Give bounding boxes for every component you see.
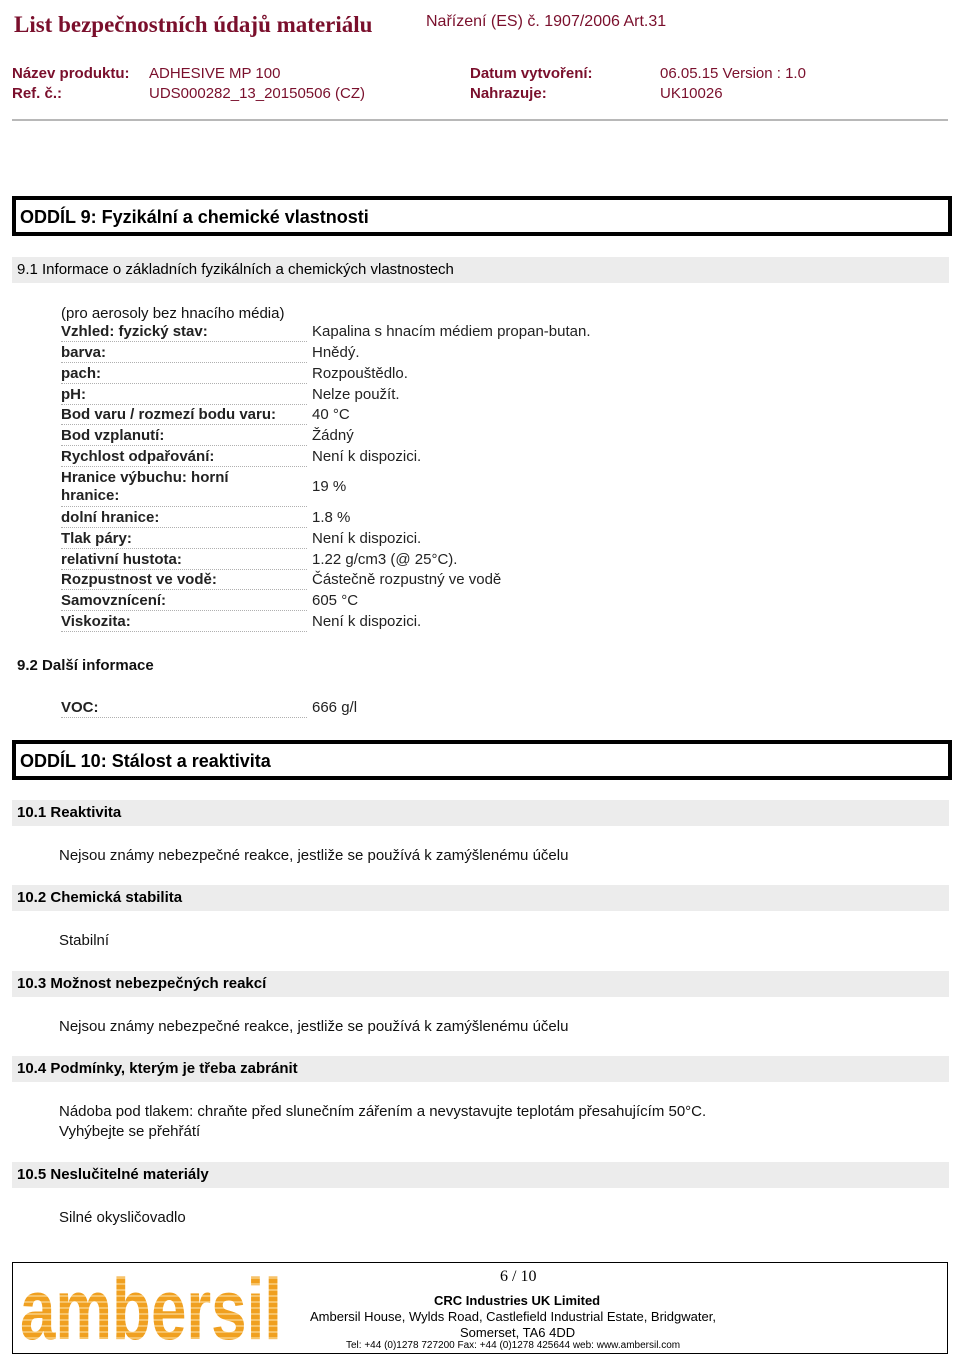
replaces-label: Nahrazuje: (470, 85, 547, 102)
subsection-10-1-title: 10.1 Reaktivita (17, 804, 122, 821)
subsection-10-3-bar (12, 971, 949, 997)
subsection-10-2-title: 10.2 Chemická stabilita (17, 889, 183, 906)
property-label: Bod varu / rozmezí bodu varu: (61, 406, 307, 425)
property-label: barva: (61, 344, 307, 363)
voc-label: VOC: (61, 699, 307, 718)
stability-text: Stabilní (59, 932, 110, 949)
property-label: pH: (61, 386, 307, 405)
subsection-9-1-title: 9.1 Informace o základních fyzikálních a chemických vlastnostech (17, 261, 454, 278)
property-value: Kapalina s hnacím médiem propan-butan. (312, 323, 591, 340)
property-value: Hnědý. (312, 344, 360, 361)
subsection-9-1-bar (12, 257, 949, 283)
company-address-line2: Somerset, TA6 4DD (460, 1325, 576, 1340)
property-value: 1.8 % (312, 509, 351, 526)
subsection-9-2-title: 9.2 Další informace (17, 657, 154, 674)
subsection-10-4-title: 10.4 Podmínky, kterým je třeba zabránit (17, 1060, 298, 1077)
reference-label: Ref. č.: (12, 85, 63, 102)
creation-date-label: Datum vytvoření: (470, 65, 593, 82)
logo-wordmark: ambersil (20, 1262, 282, 1357)
section-9-header (12, 196, 952, 236)
reference-value: UDS000282_13_20150506 (CZ) (149, 85, 365, 102)
property-label: Tlak páry: (61, 530, 307, 549)
conditions-text: Nádoba pod tlakem: chraňte před slunečním zářením a nevystavujte teplotám přesahujícím 50°C. (59, 1103, 707, 1120)
property-value: 1.22 g/cm3 (@ 25°C). (312, 551, 458, 568)
property-label: Vzhled: fyzický stav: (61, 323, 307, 342)
section-10-title: ODDÍL 10: Stálost a reaktivita (20, 751, 271, 771)
product-name-value: ADHESIVE MP 100 (149, 65, 281, 82)
hazardous-reactions-text: Nejsou známy nebezpečné reakce, jestliže se používá k zamýšlenému účelu (59, 1018, 569, 1035)
section-9-title: ODDÍL 9: Fyzikální a chemické vlastnosti (20, 207, 369, 227)
subsection-10-5-title: 10.5 Neslučitelné materiály (17, 1166, 209, 1183)
subsection-10-1-bar (12, 800, 949, 826)
property-label: Samovznícení: (61, 592, 307, 611)
subsection-10-2-bar (12, 885, 949, 911)
company-contact: Tel: +44 (0)1278 727200 Fax: +44 (0)1278 425644 web: www.ambersil.com (346, 1340, 681, 1351)
property-label: Bod vzplanutí: (61, 427, 307, 446)
subsection-10-5-bar (12, 1162, 949, 1188)
property-value: Částečně rozpustný ve vodě (312, 571, 502, 588)
ambersil-logo (18, 1262, 286, 1357)
company-address-line1: Ambersil House, Wylds Road, Castlefield Industrial Estate, Bridgwater, (310, 1309, 716, 1324)
regulation-reference: Nařízení (ES) č. 1907/2006 Art.31 (426, 13, 667, 30)
company-name: CRC Industries UK Limited (434, 1293, 601, 1308)
subsection-10-3-title: 10.3 Možnost nebezpečných reakcí (17, 975, 267, 992)
header-divider (12, 119, 948, 121)
property-label-line: hranice: (61, 487, 120, 504)
aerosol-note: (pro aerosoly bez hnacího média) (61, 305, 285, 322)
section-10-header (12, 740, 952, 780)
property-label: Rychlost odpařování: (61, 448, 307, 467)
property-label-explosion-upper (61, 469, 307, 507)
property-label-line: Hranice výbuchu: horní (61, 469, 229, 486)
product-name-label: Název produktu: (12, 65, 130, 82)
creation-date-value: 06.05.15 Version : 1.0 (660, 65, 806, 82)
page-number: 6 / 10 (500, 1268, 537, 1285)
property-label: Viskozita: (61, 613, 307, 632)
property-value: Není k dispozici. (312, 613, 422, 630)
conditions-text-2: Vyhýbejte se přehřátí (59, 1123, 201, 1140)
property-label: dolní hranice: (61, 509, 307, 528)
property-value: 40 °C (312, 406, 350, 423)
subsection-10-4-bar (12, 1056, 949, 1082)
property-value: 19 % (312, 478, 347, 495)
replaces-value: UK10026 (660, 85, 723, 102)
property-value: Není k dispozici. (312, 530, 422, 547)
property-value: Rozpouštědlo. (312, 365, 408, 382)
property-value: 605 °C (312, 592, 359, 609)
property-label: pach: (61, 365, 307, 384)
incompatible-materials-text: Silné okysličovadlo (59, 1209, 186, 1226)
reactivity-text: Nejsou známy nebezpečné reakce, jestliže se používá k zamýšlenému účelu (59, 847, 569, 864)
property-value: Žádný (312, 427, 354, 444)
property-value: Nelze použít. (312, 386, 400, 403)
document-title: List bezpečnostních údajů materiálu (14, 12, 373, 37)
voc-value: 666 g/l (312, 699, 358, 716)
property-label: relativní hustota: (61, 551, 307, 570)
property-value: Není k dispozici. (312, 448, 422, 465)
property-label: Rozpustnost ve vodě: (61, 571, 307, 590)
